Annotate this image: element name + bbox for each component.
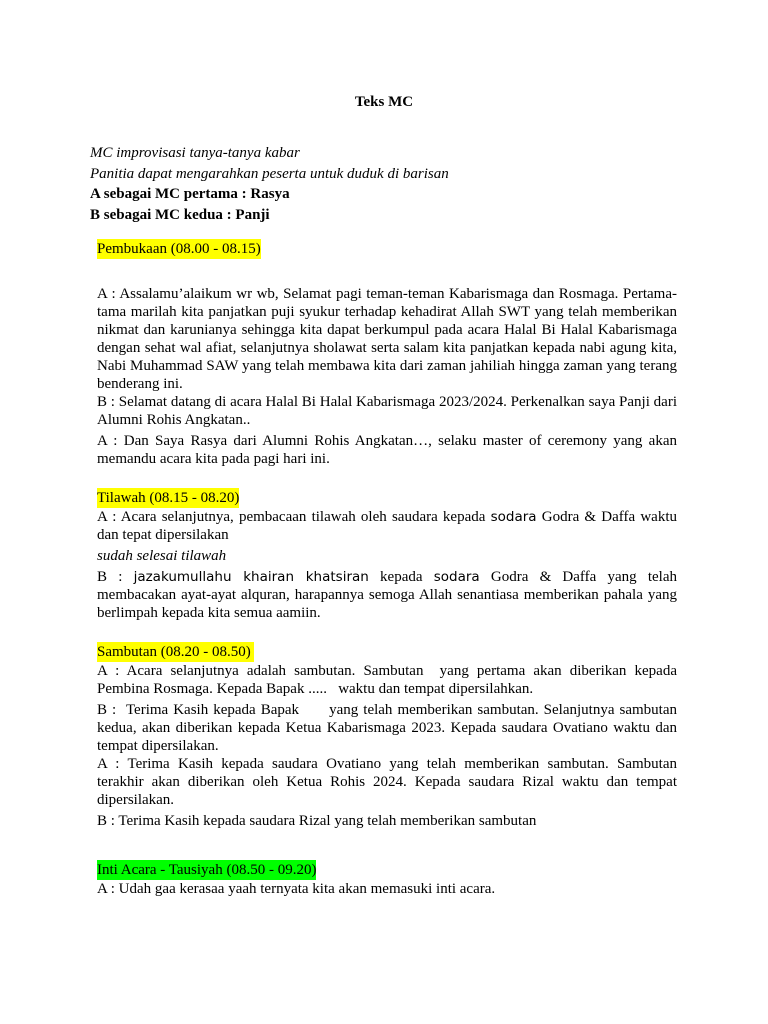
section-heading-tilawah: Tilawah (08.15 - 08.20)	[97, 490, 240, 506]
paragraph-pembukaan-a2: A : Dan Saya Rasya dari Alumni Rohis Angkatan…, selaku master of ceremony yang akan memandu acara kita pada pagi hari ini.	[97, 433, 677, 467]
intro-line-seating: Panitia dapat mengarahkan peserta untuk duduk di barisan	[90, 165, 449, 182]
text-run: kepada	[368, 569, 434, 585]
text-run-sans: sodara	[433, 569, 480, 585]
paragraph-sambutan-b2: B : Terima Kasih kepada saudara Rizal yang telah memberikan sambutan	[97, 813, 537, 829]
section-sambutan	[97, 642, 681, 830]
section-heading-inti-acara: Inti Acara - Tausiyah (08.50 - 09.20)	[97, 862, 317, 878]
section-pembukaan	[97, 239, 677, 468]
paragraph-tilawah-a	[97, 508, 677, 544]
paragraph-sambutan-a: A : Acara selanjutnya adalah sambutan. Sambutan yang pertama akan diberikan kepada Pembina Rosmaga. Kepada Bapak ..... waktu dan tempat dipersilahkan.	[97, 663, 681, 697]
script-body	[97, 239, 681, 898]
text-run: Godra & Daffa yang telah membacakan ayat-ayat alquran, harapannya semoga Allah senantiasa memberikan pahala yang berlimpah kepada kita semua aamiin.	[97, 569, 677, 621]
paragraph-sambutan-b: B : Terima Kasih kepada Bapak yang telah memberikan sambutan. Selanjutnya sambutan kedua, akan diberikan kepada Ketua Kabarismaga 2023. Kepada saudara Ovatiano waktu dan tempat dipersilakan.	[97, 702, 681, 754]
intro-line-mc-a: A sebagai MC pertama : Rasya	[90, 186, 290, 202]
page-title: Teks MC	[354, 94, 414, 110]
paragraph-sambutan-a2: A : Terima Kasih kepada saudara Ovatiano yang telah memberikan sambutan. Sambutan terakhir akan diberikan oleh Ketua Rohis 2024. Kepada saudara Rizal waktu dan tempat dipersilakan.	[97, 756, 677, 808]
paragraph-pembukaan-b: B : Selamat datang di acara Halal Bi Halal Kabarismaga 2023/2024. Perkenalkan saya Panji dari Alumni Rohis Angkatan..	[97, 394, 677, 428]
intro-line-mc-b: B sebagai MC kedua : Panji	[90, 206, 270, 223]
paragraph-tilawah-b	[97, 568, 677, 622]
paragraph-pembukaan-a: A : Assalamu’alaikum wr wb, Selamat pagi teman-teman Kabarismaga dan Rosmaga. Pertama-tama marilah kita panjatkan puji syukur terhadap kehadirat Allah SWT yang telah memberikan nikmat dan karunianya sehingga kita dapat berkumpul pada acara Halal Bi Halal Kabarismaga dengan sehat wal afiat, selanjutnya sholawat serta salam kita panjatkan kepada nabi agung kita, Nabi Muhammad SAW yang telah membawa kita dari zaman jahiliah hingga zaman yang terang benderang ini.	[97, 286, 677, 392]
paragraph-inti-acara-a: A : Udah gaa kerasaa yaah ternyata kita akan memasuki inti acara.	[97, 881, 496, 897]
text-run-sans: jazakumullahu khairan khatsiran	[133, 569, 369, 585]
section-inti-acara	[97, 860, 677, 898]
text-run: Godra & Daffa waktu dan tepat dipersilakan	[97, 509, 678, 543]
text-run-sans: sodara	[490, 509, 537, 525]
text-run: A : Acara selanjutnya, pembacaan tilawah oleh saudara kepada	[97, 509, 491, 525]
intro-block	[90, 143, 690, 225]
note-tilawah-done: sudah selesai tilawah	[97, 548, 227, 564]
section-tilawah	[97, 488, 677, 622]
intro-line-improvisation: MC improvisasi tanya-tanya kabar	[90, 145, 300, 161]
section-heading-sambutan: Sambutan (08.20 - 08.50)	[97, 644, 255, 660]
section-heading-pembukaan: Pembukaan (08.00 - 08.15)	[97, 241, 261, 257]
text-run: B :	[97, 569, 134, 585]
